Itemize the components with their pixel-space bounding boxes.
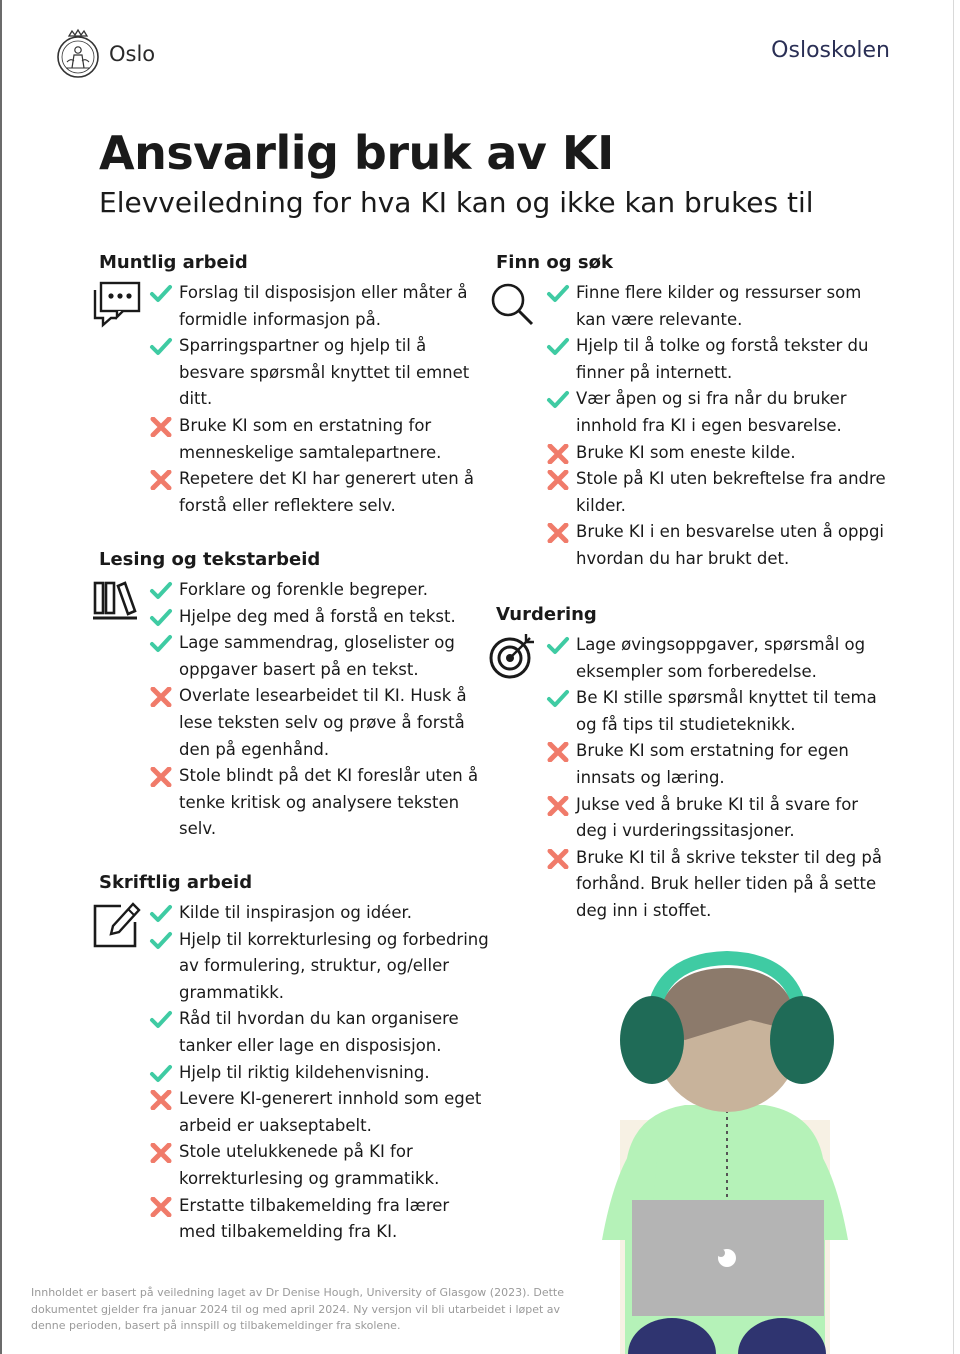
forbidden-item	[149, 763, 489, 843]
target-icon	[488, 632, 542, 686]
forbidden-item	[149, 683, 489, 763]
cross-icon	[149, 417, 173, 437]
cross-icon	[546, 742, 570, 762]
item-text: Bruke KI til å skrive tekster til deg på forhånd. Bruk heller tiden på å sette deg inn i stoffet.	[576, 847, 883, 920]
item-text: Vær åpen og si fra når du bruker innhold fra KI i egen besvarelse.	[576, 389, 847, 435]
check-icon	[546, 689, 570, 709]
check-icon	[546, 284, 570, 304]
item-text: Bruke KI som eneste kilde.	[576, 442, 796, 462]
cross-icon	[149, 767, 173, 787]
cross-icon	[149, 687, 173, 707]
item-text: Stole på KI uten bekreftelse fra andre kilder.	[576, 469, 886, 515]
item-text: Overlate lesearbeidet til KI. Husk å lese teksten selv og prøve å forstå den på egenhånd.	[179, 686, 467, 759]
item-list	[99, 280, 489, 519]
item-list	[496, 280, 886, 573]
forbidden-item	[546, 845, 886, 925]
section-finn	[496, 250, 886, 573]
cross-icon	[149, 1197, 173, 1217]
cross-icon	[546, 470, 570, 490]
check-icon	[546, 337, 570, 357]
chat-icon	[91, 280, 145, 334]
item-text: Be KI stille spørsmål knyttet til tema og få tips til studieteknikk.	[576, 688, 877, 734]
item-text: Hjelp til å tolke og forstå tekster du finner på internett.	[576, 336, 869, 382]
allowed-item	[149, 1060, 489, 1087]
check-icon	[546, 636, 570, 656]
item-text: Lage sammendrag, gloselister og oppgaver basert på en tekst.	[179, 633, 455, 679]
forbidden-item	[546, 466, 886, 519]
forbidden-item	[546, 440, 886, 467]
oslo-logo	[55, 28, 155, 80]
item-text: Stole blindt på det KI foreslår uten å tenke kritisk og analysere teksten selv.	[179, 766, 479, 839]
student-illustration	[590, 940, 860, 1354]
item-text: Levere KI-generert innhold som eget arbeid er uakseptabelt.	[179, 1089, 482, 1135]
check-icon	[149, 608, 173, 628]
item-list	[99, 900, 489, 1246]
cross-icon	[149, 470, 173, 490]
allowed-item	[546, 632, 886, 685]
item-text: Finne flere kilder og ressurser som kan være relevante.	[576, 283, 862, 329]
check-icon	[149, 1010, 173, 1030]
page-border	[0, 0, 2, 1354]
item-text: Hjelpe deg med å forstå en tekst.	[179, 606, 456, 626]
section-heading: Vurdering	[496, 604, 597, 625]
item-text: Kilde til inspirasjon og idéer.	[179, 903, 412, 922]
check-icon	[149, 931, 173, 951]
forbidden-item	[546, 792, 886, 845]
allowed-item	[149, 604, 489, 631]
page-title: Ansvarlig bruk av KI	[99, 126, 614, 180]
check-icon	[149, 634, 173, 654]
item-text: Sparringspartner og hjelp til å besvare spørsmål knyttet til emnet ditt.	[179, 336, 470, 409]
headphone-left	[620, 996, 684, 1084]
edit-icon	[91, 900, 145, 954]
item-text: Råd til hvordan du kan organisere tanker eller lage en disposisjon.	[179, 1009, 459, 1055]
item-text: Bruke KI som en erstatning for menneskelige samtalepartnere.	[179, 415, 442, 462]
cross-icon	[546, 523, 570, 543]
item-text: Lage øvingsoppgaver, spørsmål og eksempler som forberedelse.	[576, 635, 866, 681]
allowed-item	[149, 333, 489, 413]
page-border	[953, 0, 954, 1354]
check-icon	[546, 390, 570, 410]
allowed-item	[149, 280, 489, 333]
section-skriftlig	[99, 870, 489, 1246]
page-subtitle: Elevveiledning for hva KI kan og ikke kan brukes til	[99, 186, 814, 219]
oslo-seal-icon	[55, 28, 101, 80]
books-icon	[91, 577, 145, 631]
item-text: Erstatte tilbakemelding fra lærer med tilbakemelding fra KI.	[179, 1195, 450, 1242]
check-icon	[149, 904, 173, 924]
search-icon	[488, 280, 542, 334]
cross-icon	[546, 796, 570, 816]
item-list	[99, 577, 489, 843]
allowed-item	[546, 386, 886, 439]
forbidden-item	[149, 413, 489, 466]
headphone-right	[770, 996, 834, 1084]
section-heading: Finn og søk	[496, 252, 613, 273]
allowed-item	[546, 280, 886, 333]
allowed-item	[149, 577, 489, 604]
item-text: Bruke KI som erstatning for egen innsats og læring.	[576, 741, 849, 787]
item-text: Stole utelukkenede på KI for korrekturlesing og grammatikk.	[179, 1142, 440, 1188]
check-icon	[149, 581, 173, 601]
allowed-item	[149, 927, 489, 1007]
allowed-item	[149, 630, 489, 683]
item-text: Jukse ved å bruke KI til å svare for deg i vurderingssitasjoner.	[576, 794, 859, 841]
item-text: Forslag til disposisjon eller måter å formidle informasjon på.	[179, 283, 468, 329]
forbidden-item	[149, 1193, 489, 1246]
section-lesing	[99, 547, 489, 843]
item-text: Hjelp til korrekturlesing og forbedring av formulering, struktur, og/eller grammatikk.	[179, 929, 489, 1002]
section-heading: Lesing og tekstarbeid	[99, 549, 321, 570]
item-text: Bruke KI i en besvarelse uten å oppgi hvordan du har brukt det.	[576, 522, 885, 568]
forbidden-item	[149, 1139, 489, 1192]
check-icon	[149, 284, 173, 304]
forbidden-item	[149, 1086, 489, 1139]
section-heading: Skriftlig arbeid	[99, 872, 253, 893]
allowed-item	[546, 685, 886, 738]
cross-icon	[149, 1143, 173, 1163]
item-list	[496, 632, 886, 925]
cross-icon	[149, 1090, 173, 1110]
allowed-item	[546, 333, 886, 386]
item-text: Hjelp til riktig kildehenvisning.	[179, 1062, 430, 1082]
allowed-item	[149, 900, 489, 927]
cross-icon	[546, 849, 570, 869]
item-text: Forklare og forenkle begreper.	[179, 580, 428, 599]
allowed-item	[149, 1006, 489, 1059]
cross-icon	[546, 444, 570, 464]
item-text: Repetere det KI har generert uten å forstå eller reflektere selv.	[179, 469, 475, 515]
check-icon	[149, 337, 173, 357]
logo-text: Oslo	[109, 42, 156, 66]
section-heading: Muntlig arbeid	[99, 252, 248, 273]
check-icon	[149, 1064, 173, 1084]
section-muntlig	[99, 250, 489, 519]
section-vurdering	[496, 602, 886, 925]
forbidden-item	[546, 738, 886, 791]
brand-label: Osloskolen	[771, 38, 890, 63]
footnote: Innholdet er basert på veiledning laget av Dr Denise Hough, University of Glasgow (2023). Dette dokumentet gjelder fra januar 2024 til og med april 2024. Ny versjon vil bli utarbeidet i løpet av denne perioden, basert på innspill og tilbakemeldinger fra skolene.	[31, 1286, 565, 1332]
forbidden-item	[546, 519, 886, 572]
forbidden-item	[149, 466, 489, 519]
